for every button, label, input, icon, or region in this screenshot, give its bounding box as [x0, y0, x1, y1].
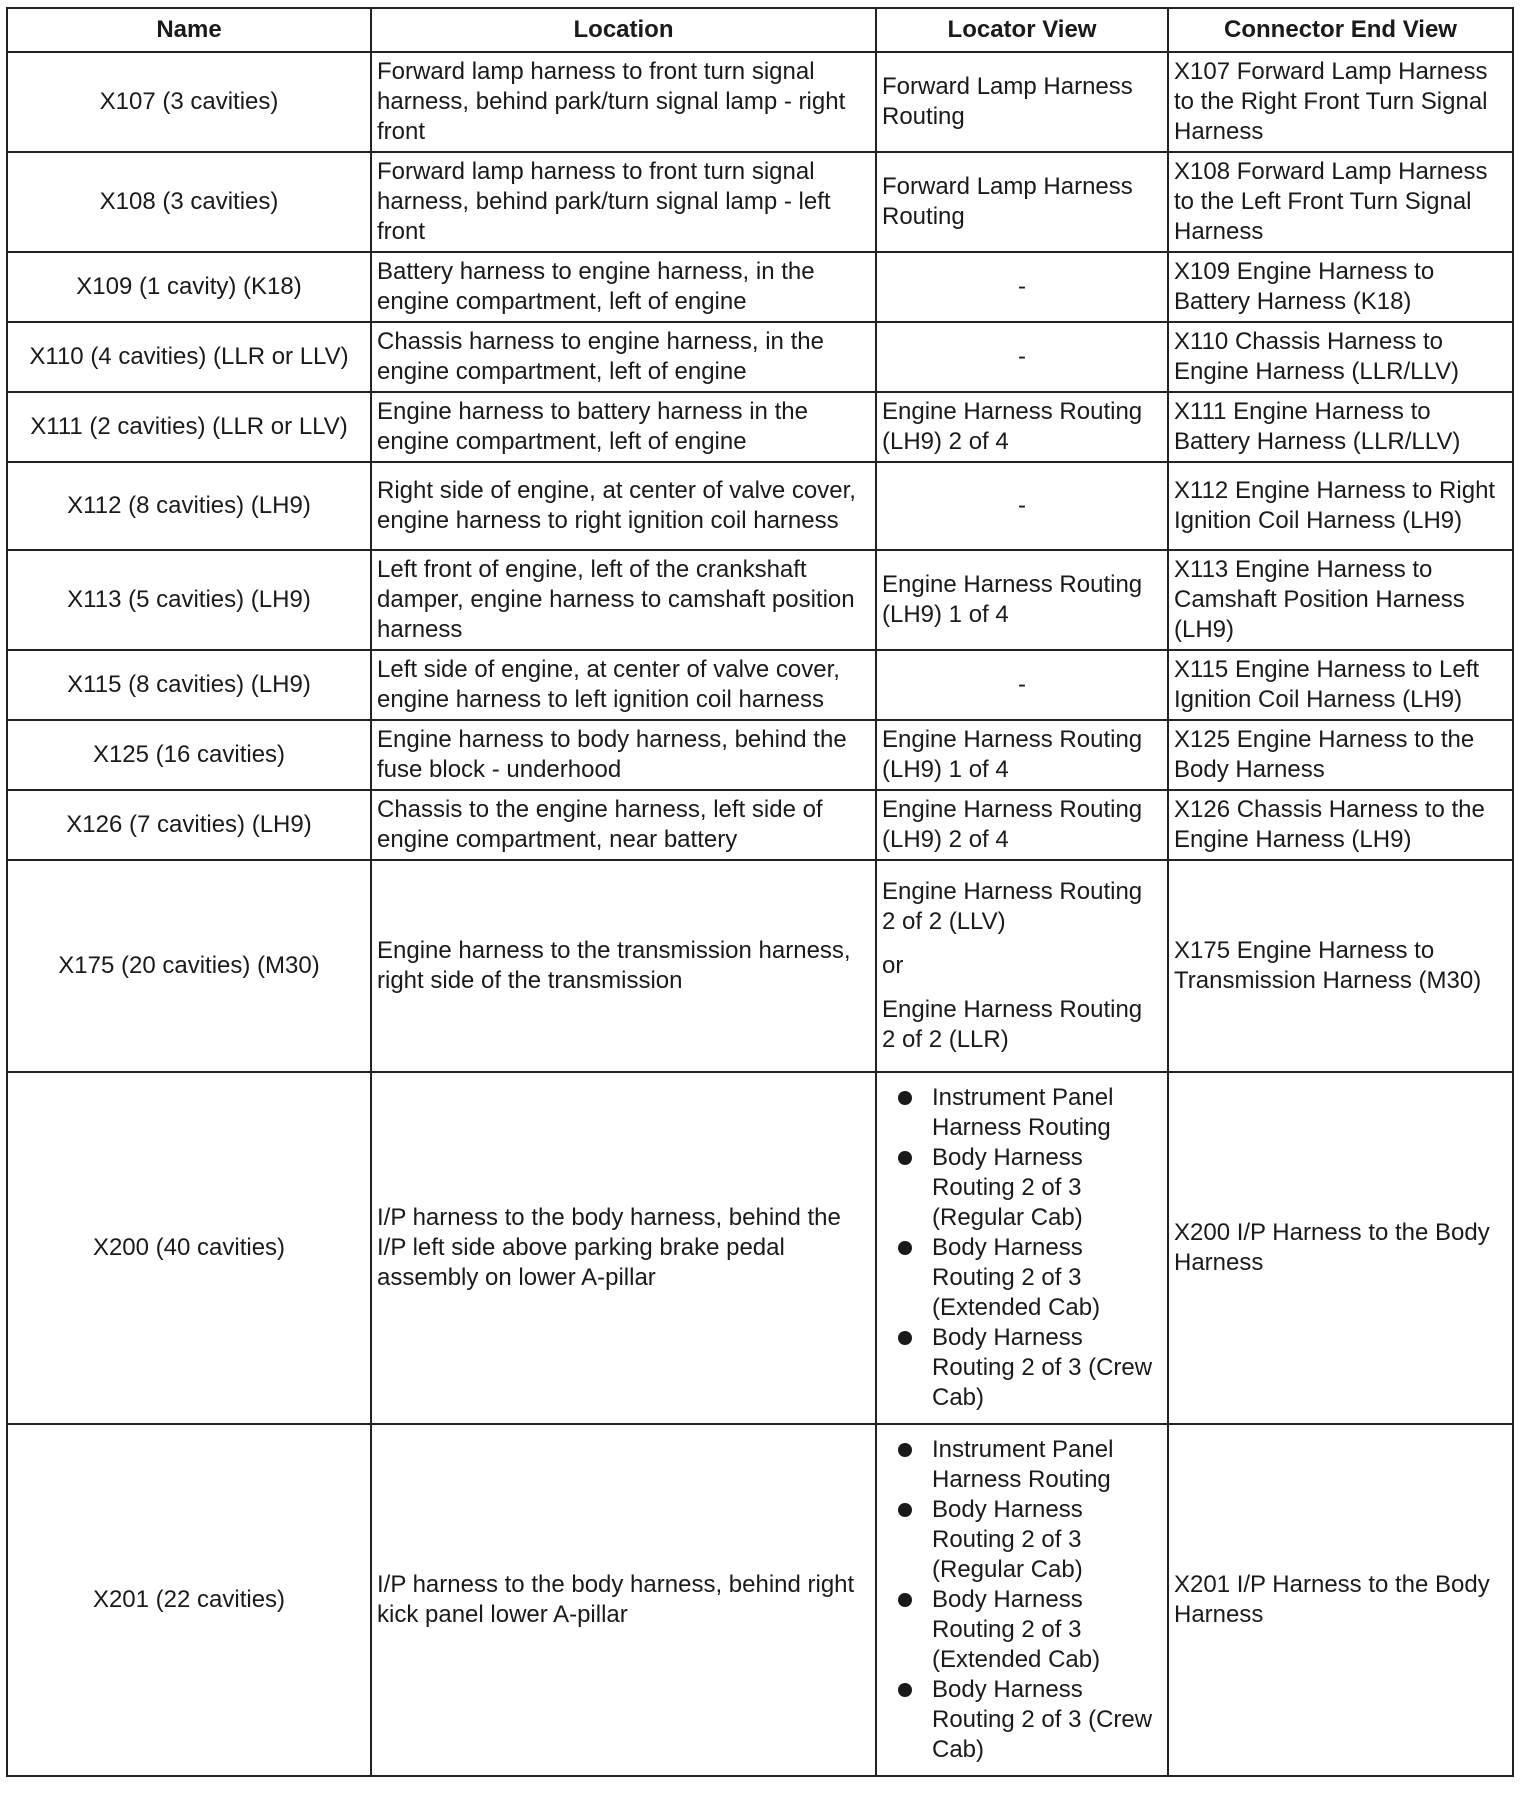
connector-end-view: X110 Chassis Harness to Engine Harness (LLR/LLV)	[1168, 322, 1513, 392]
locator-view	[876, 860, 1168, 1072]
locator-option: Engine Harness Routing 2 of 2 (LLR)	[882, 996, 1143, 1053]
connector-end-view: X115 Engine Harness to Left Ignition Coil Harness (LH9)	[1168, 650, 1513, 720]
connector-name: X175 (20 cavities) (M30)	[7, 860, 371, 1072]
header-locator-view: Locator View	[876, 8, 1168, 52]
connector-table	[6, 7, 1514, 1777]
connector-end-view: X109 Engine Harness to Battery Harness (K18)	[1168, 252, 1513, 322]
locator-view: -	[876, 462, 1168, 550]
connector-name: X125 (16 cavities)	[7, 720, 371, 790]
connector-location: Left side of engine, at center of valve cover, engine harness to left ignition coil harness	[371, 650, 876, 720]
list-item	[882, 1083, 1162, 1143]
table-row	[7, 550, 1513, 650]
bullet-icon	[898, 1241, 912, 1255]
connector-end-view: X107 Forward Lamp Harness to the Right Front Turn Signal Harness	[1168, 52, 1513, 152]
connector-name: X111 (2 cavities) (LLR or LLV)	[7, 392, 371, 462]
locator-option: Body Harness Routing 2 of 3 (Extended Cab)	[932, 1586, 1101, 1673]
locator-option: Body Harness Routing 2 of 3 (Crew Cab)	[932, 1324, 1153, 1411]
table-row	[7, 1424, 1513, 1776]
locator-view: Engine Harness Routing (LH9) 1 of 4	[876, 550, 1168, 650]
connector-end-view: X126 Chassis Harness to the Engine Harness (LH9)	[1168, 790, 1513, 860]
connector-location: I/P harness to the body harness, behind right kick panel lower A-pillar	[371, 1424, 876, 1776]
connector-end-view: X111 Engine Harness to Battery Harness (LLR/LLV)	[1168, 392, 1513, 462]
connector-location: Chassis to the engine harness, left side of engine compartment, near battery	[371, 790, 876, 860]
locator-view: -	[876, 252, 1168, 322]
locator-view: Forward Lamp Harness Routing	[876, 152, 1168, 252]
locator-view: Engine Harness Routing (LH9) 2 of 4	[876, 790, 1168, 860]
list-item	[882, 1143, 1162, 1233]
locator-option: Instrument Panel Harness Routing	[932, 1084, 1114, 1141]
connector-end-view: X112 Engine Harness to Right Ignition Coil Harness (LH9)	[1168, 462, 1513, 550]
connector-name: X201 (22 cavities)	[7, 1424, 371, 1776]
locator-view	[876, 1072, 1168, 1424]
list-item	[882, 1675, 1162, 1765]
locator-option: Body Harness Routing 2 of 3 (Crew Cab)	[932, 1676, 1153, 1763]
bullet-icon	[898, 1503, 912, 1517]
bullet-icon	[898, 1443, 912, 1457]
table-row	[7, 720, 1513, 790]
connector-location: Forward lamp harness to front turn signal harness, behind park/turn signal lamp - right front	[371, 52, 876, 152]
connector-location: Left front of engine, left of the crankshaft damper, engine harness to camshaft position harness	[371, 550, 876, 650]
header-row	[7, 8, 1513, 52]
list-item	[882, 1323, 1162, 1413]
locator-option: Body Harness Routing 2 of 3 (Regular Cab)	[932, 1496, 1083, 1583]
connector-location: Forward lamp harness to front turn signal harness, behind park/turn signal lamp - left front	[371, 152, 876, 252]
connector-location: Engine harness to body harness, behind the fuse block - underhood	[371, 720, 876, 790]
connector-name: X113 (5 cavities) (LH9)	[7, 550, 371, 650]
connector-end-view: X201 I/P Harness to the Body Harness	[1168, 1424, 1513, 1776]
locator-view: Engine Harness Routing (LH9) 2 of 4	[876, 392, 1168, 462]
connector-name: X115 (8 cavities) (LH9)	[7, 650, 371, 720]
locator-option: Instrument Panel Harness Routing	[932, 1436, 1114, 1493]
locator-view: Forward Lamp Harness Routing	[876, 52, 1168, 152]
locator-list	[882, 1083, 1162, 1413]
bullet-icon	[898, 1331, 912, 1345]
connector-name: X200 (40 cavities)	[7, 1072, 371, 1424]
table-row	[7, 392, 1513, 462]
table-row	[7, 650, 1513, 720]
connector-end-view: X175 Engine Harness to Transmission Harness (M30)	[1168, 860, 1513, 1072]
locator-option: Body Harness Routing 2 of 3 (Regular Cab)	[932, 1144, 1083, 1231]
connector-name: X110 (4 cavities) (LLR or LLV)	[7, 322, 371, 392]
connector-end-view: X108 Forward Lamp Harness to the Left Front Turn Signal Harness	[1168, 152, 1513, 252]
connector-location: Engine harness to the transmission harness, right side of the transmission	[371, 860, 876, 1072]
locator-view: -	[876, 650, 1168, 720]
connector-name: X107 (3 cavities)	[7, 52, 371, 152]
connector-name: X126 (7 cavities) (LH9)	[7, 790, 371, 860]
connector-location: Chassis harness to engine harness, in the engine compartment, left of engine	[371, 322, 876, 392]
header-connector-end-view: Connector End View	[1168, 8, 1513, 52]
bullet-icon	[898, 1091, 912, 1105]
connector-location: Right side of engine, at center of valve cover, engine harness to right ignition coil harness	[371, 462, 876, 550]
connector-name: X108 (3 cavities)	[7, 152, 371, 252]
header-location: Location	[371, 8, 876, 52]
table-row	[7, 790, 1513, 860]
connector-location: Battery harness to engine harness, in the engine compartment, left of engine	[371, 252, 876, 322]
table-row	[7, 1072, 1513, 1424]
connector-name: X109 (1 cavity) (K18)	[7, 252, 371, 322]
locator-option: Engine Harness Routing 2 of 2 (LLV)	[882, 878, 1143, 935]
connector-end-view: X113 Engine Harness to Camshaft Position Harness (LH9)	[1168, 550, 1513, 650]
connector-location: Engine harness to battery harness in the engine compartment, left of engine	[371, 392, 876, 462]
connector-name: X112 (8 cavities) (LH9)	[7, 462, 371, 550]
table-row	[7, 462, 1513, 550]
locator-view: -	[876, 322, 1168, 392]
table-row	[7, 860, 1513, 1072]
bullet-icon	[898, 1593, 912, 1607]
bullet-icon	[898, 1683, 912, 1697]
list-item	[882, 1435, 1162, 1495]
list-item	[882, 1495, 1162, 1585]
list-item	[882, 1233, 1162, 1323]
connector-end-view: X125 Engine Harness to the Body Harness	[1168, 720, 1513, 790]
header-name: Name	[7, 8, 371, 52]
locator-or: or	[882, 952, 904, 979]
table-row	[7, 52, 1513, 152]
locator-option: Body Harness Routing 2 of 3 (Extended Cab)	[932, 1234, 1101, 1321]
locator-list	[882, 1435, 1162, 1765]
table-row	[7, 322, 1513, 392]
table-row	[7, 252, 1513, 322]
bullet-icon	[898, 1151, 912, 1165]
connector-end-view: X200 I/P Harness to the Body Harness	[1168, 1072, 1513, 1424]
locator-view: Engine Harness Routing (LH9) 1 of 4	[876, 720, 1168, 790]
list-item	[882, 1585, 1162, 1675]
locator-view	[876, 1424, 1168, 1776]
table-row	[7, 152, 1513, 252]
connector-location: I/P harness to the body harness, behind the I/P left side above parking brake pedal assembly on lower A-pillar	[371, 1072, 876, 1424]
